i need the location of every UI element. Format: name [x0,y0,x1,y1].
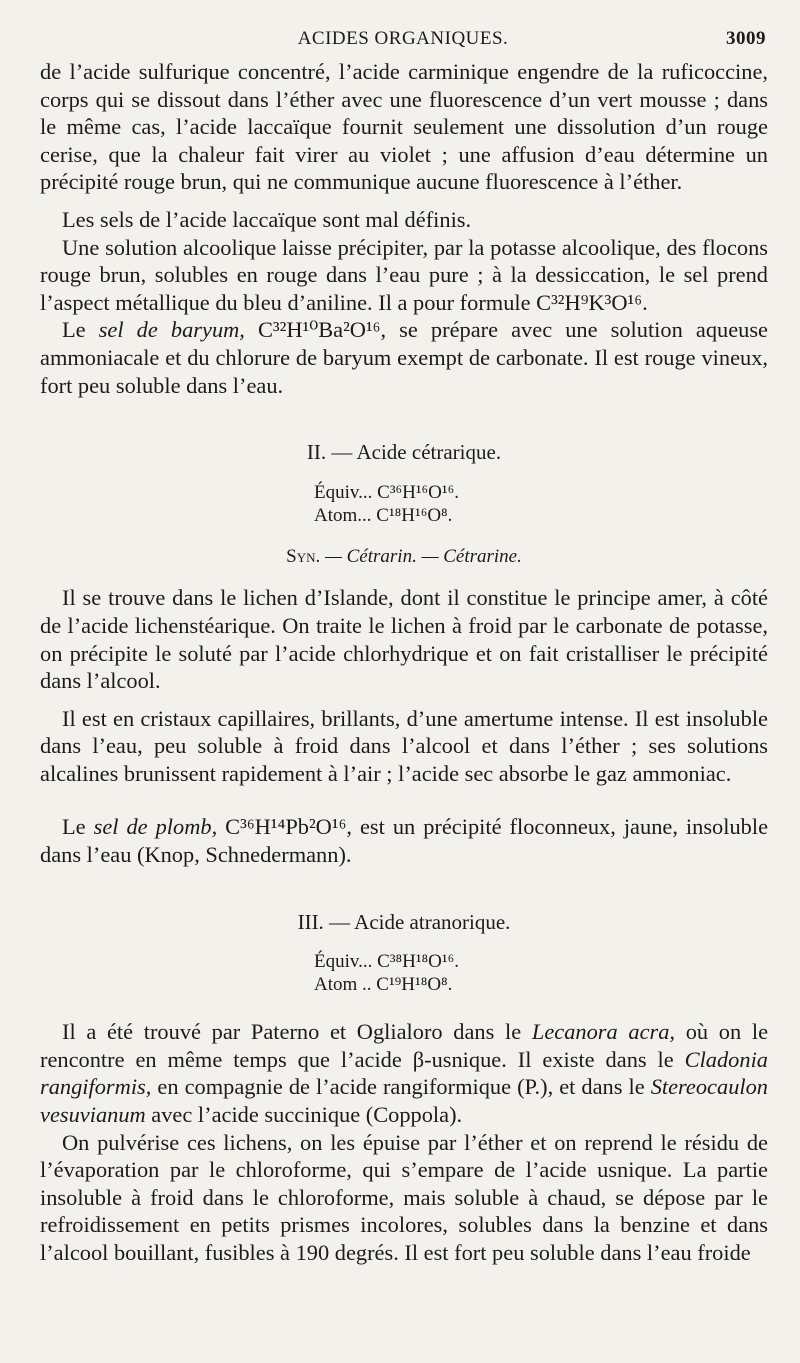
paragraph-baryum: Le sel de baryum, C³²H¹⁰Ba²O¹⁶, se prépare avec une solution aqueuse ammoniacale et du chlorure de baryum exempt de carbonate. Il est rouge vineux, fort peu soluble dans l’eau. [40,317,768,398]
running-header [40,28,766,54]
paragraph-sels: Les sels de l’acide laccaïque sont mal définis. [62,206,472,232]
paragraph-atranorique-origin: Il a été trouvé par Paterno et Oglialoro dans le Lecanora acra, où on le rencontre en même temps que l’acide β-usnique. Il existe dans le Cladonia rangiformis, en compagnie de l’acide rangiformique (P.), et dans le Stereocaulon vesuvianum avec l’acide succinique (Coppola). [40,1019,769,1128]
paragraph-plomb: Le sel de plomb, C³⁶H¹⁴Pb²O¹⁶, est un précipité floconneux, jaune, insoluble dans l’eau (Knop, Schnedermann). [40,814,769,868]
paragraph-atranorique-prep: On pulvérise ces lichens, on les épuise par l’éther et on reprend le résidu de l’évaporation par le chloroforme, qui s’empare de l’acide usnique. La partie insoluble à froid dans le chloroforme, mais soluble à chaud, se dépose par le refroidissement en petits prismes incolores, solubles dans la benzine et dans l’alcool bouillant, fusibles à 190 degrés. Il est fort peu soluble dans l’eau froide [40,1129,768,1265]
formula-block-cetrarique [274,481,534,527]
equiv-formula: Équiv... C³⁶H¹⁶O¹⁶. [314,481,459,503]
paragraph-cetrarique-props: Il est en cristaux capillaires, brillants, d’une amertume intense. Il est insoluble dans l’eau, peu soluble à froid dans l’alcool et dans l’éther ; ses solutions alcalines brunissent rapidement à l’air ; l’acide sec absorbe le gaz ammoniac. [40,705,768,786]
atom-formula: Atom... C¹⁸H¹⁶O⁸. [314,504,453,526]
formula-block-atranorique [274,950,534,996]
equiv-formula: Équiv... C³⁸H¹⁸O¹⁶. [314,951,459,973]
page-number: 3009 [726,28,766,49]
plomb-term: sel de plomb, [93,814,218,840]
section-heading-cetrarique: II. — Acide cétrarique. [306,440,502,465]
page-body [40,58,768,1267]
paragraph-solution: Une solution alcoolique laisse précipiter, par la potasse alcoolique, des flocons rouge brun, solubles en rouge dans l’eau pure ; à la dessiccation, le sel prend l’aspect métallique du bleu d’aniline. Il a pour formule C³²H⁹K³O¹⁶. [40,234,768,315]
synonyms: Syn. — Cétrarin. — Cétrarine. [286,545,522,567]
baryum-term: sel de baryum, [98,317,245,343]
header-title: ACIDES ORGANIQUES. [297,28,509,49]
section-heading-atranorique: III. — Acide atranorique. [297,909,511,934]
atom-formula: Atom .. C¹⁹H¹⁸O⁸. [314,974,453,996]
paragraph-cetrarique-origin: Il se trouve dans le lichen d’Islande, dont il constitue le principe amer, à côté de l’acide lichenstéarique. On traite le lichen à froid par le carbonate de potasse, on précipite le soluté par l’acide chlorhydrique et on fait cristalliser le précipité dans l’alcool. [40,585,768,694]
paragraph-continuation: de l’acide sulfurique concentré, l’acide carminique engendre de la ruficoccine, corps qui se dissout dans l’éther avec une fluorescence d’un vert mousse ; dans le même cas, l’acide laccaïque fournit seulement une dissolution d’un rouge cerise, que la chaleur fait virer au violet ; une affusion d’eau détermine un précipité rouge brun, qui ne communique aucune fluorescence à l’éther. [40,59,768,195]
